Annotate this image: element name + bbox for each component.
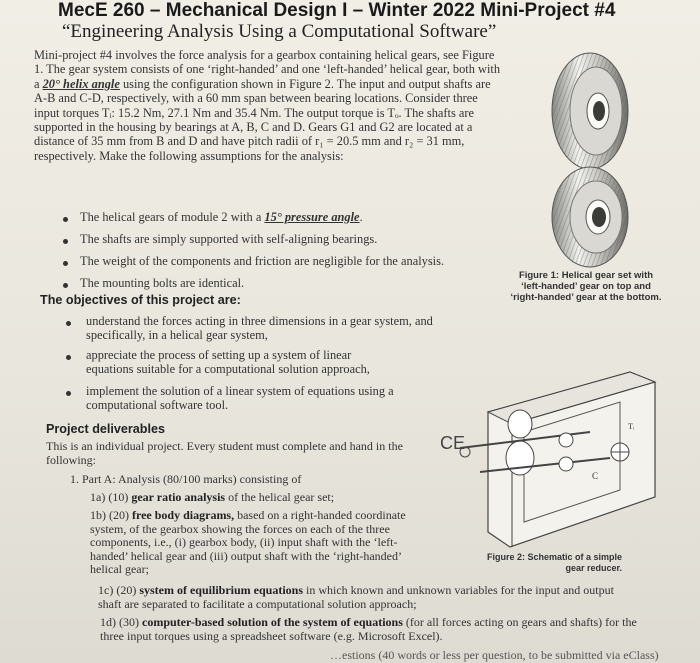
figure1-caption: Figure 1: Helical gear set with ‘left-handed’ gear on top and ‘right-handed’ gear at the bottom. (510, 270, 662, 303)
figure2-caption: Figure 2: Schematic of a simple gear reducer. (486, 552, 622, 573)
assumption-3: The weight of the components and friction are negligible for the analysis. (80, 254, 445, 268)
bullet-icon (66, 355, 71, 360)
objective-1: understand the forces acting in three dimensions in a gear system, and specifically, in a helical gear system, (86, 314, 433, 342)
bullet-icon (66, 321, 71, 326)
helix-angle: 20° helix angle (42, 76, 120, 91)
helical-gear-image (540, 45, 650, 270)
bullet-icon (63, 261, 68, 266)
objective-2: appreciate the process of setting up a system of linear equations suitable for a computational solution approach, (86, 348, 370, 376)
page-subtitle: “Engineering Analysis Using a Computational Software” (62, 21, 497, 42)
c-label: C (592, 471, 599, 481)
cut-off-line: …estions (40 words or less per question, to be submitted via eClass) (330, 648, 659, 662)
objectives-heading: The objectives of this project are: (40, 293, 241, 307)
intro-paragraph: Mini-project #4 involves the force analysis for a gearbox containing helical gears, see Figure 1. The gear system consists of one ‘right-handed’ and one ‘left-handed’ helical gear, both with a 20° helix angle using the configuration shown in Figure 2. The input and output shafts are A-B and C-D, respectively, with a 60 mm span between bearing locations. Consider three input torques Tᵢ: 15.2 Nm, 27.1 Nm and 35.4 Nm. The output torque is Tₒ. The shafts are supported in the housing by bearings at A, B, C and D. Gears G1 and G2 are located at a distance of 35 mm from B and D and have pitch radii of r₁ = 20.5 mm and r₂ = 31 mm, respectively. Make the following assumptions for the analysis: (34, 48, 501, 163)
deliverables-heading: Project deliverables (46, 422, 166, 436)
assumption-1: The helical gears of module 2 with a 15° pressure angle. (80, 210, 363, 224)
item-1b: 1b) (20) free body diagrams, based on a right-handed coordinate system, of the gearbox showing the forces on each of the three components, i.e., (i) gearbox body, (ii) input shaft with the ‘left-handed’ helical gear and (iii) output shaft with the ‘right-handed’ helical gear; (90, 508, 406, 576)
gear-reducer-schematic (440, 362, 665, 552)
bullet-icon (66, 391, 71, 396)
bullet-icon (63, 239, 68, 244)
bullet-icon (63, 217, 68, 222)
ce-label: CE (440, 433, 466, 453)
assumption-4: The mounting bolts are identical. (80, 276, 245, 290)
deliverables-intro: This is an individual project. Every student must complete and hand in the following: (46, 439, 403, 467)
ti-label: Tᵢ (628, 422, 635, 431)
part-a-line: 1. Part A: Analysis (80/100 marks) consisting of (70, 472, 302, 486)
item-1c: 1c) (20) system of equilibrium equations in which known and unknown variables for the input and output shaft are separated to facilitate a computational solution approach; (98, 583, 614, 611)
objective-3: implement the solution of a linear system of equations using a computational software tool. (86, 384, 394, 412)
page-title: MecE 260 – Mechanical Design I – Winter 2022 Mini-Project #4 (58, 0, 616, 21)
assumption-2: The shafts are simply supported with self-aligning bearings. (80, 232, 378, 246)
bullet-icon (63, 283, 68, 288)
item-1a: 1a) (10) gear ratio analysis of the helical gear set; (90, 490, 335, 504)
item-1d: 1d) (30) computer-based solution of the system of equations (for all forces acting on gears and shafts) for the three input torques using a spreadsheet software (e.g. Microsoft Excel). (100, 615, 637, 643)
